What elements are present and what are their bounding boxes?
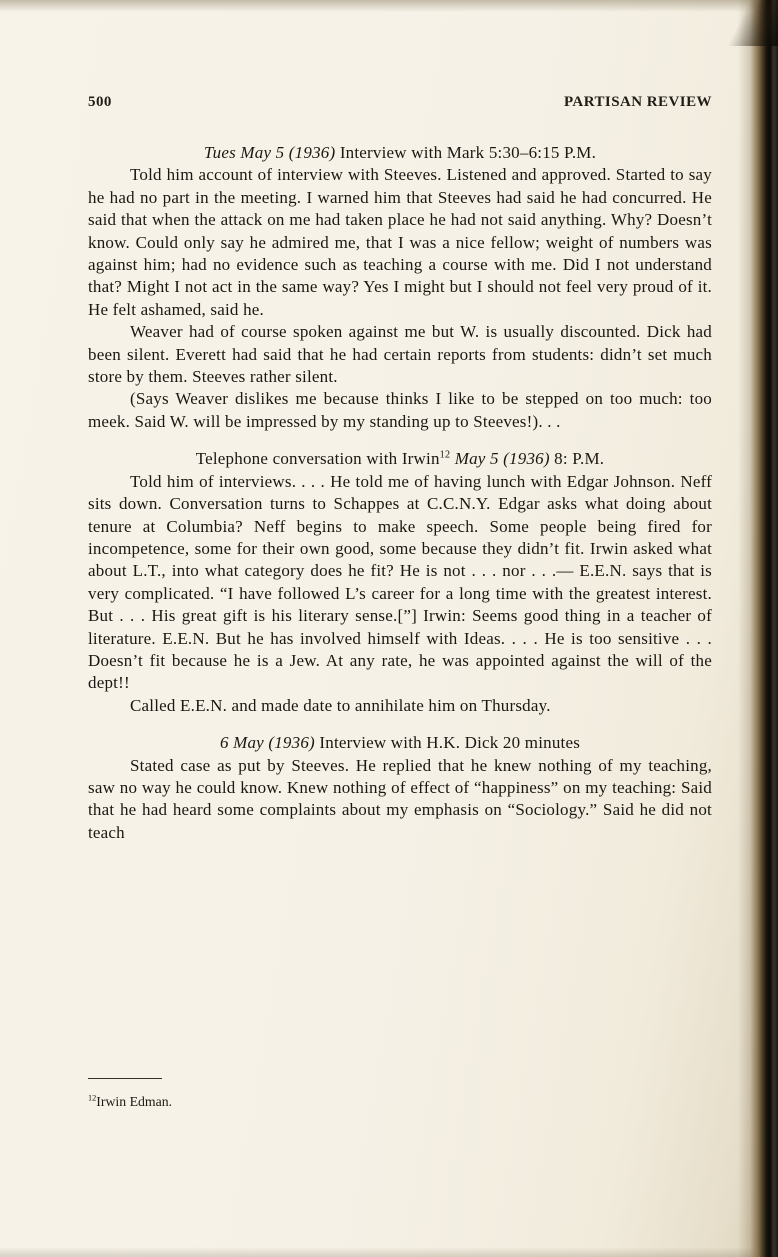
footnote-text: Irwin Edman.: [96, 1094, 173, 1109]
page-top-shadow: [0, 0, 778, 12]
paragraph: (Says Weaver dislikes me because thinks I like to be stepped on too much: too meek. Said W. will be impressed by my standing up to Steeves!). . .: [88, 389, 712, 431]
paragraph: Weaver had of course spoken against me but W. is usually discounted. Dick had been silent. Everett had said that he had certain reports from students: didn’t set much store by them. Steeves rather silent.: [88, 322, 712, 387]
paragraph: Stated case as put by Steeves. He replied that he knew nothing of my teaching, saw no way he could know. Knew nothing of effect of “happiness” on my teaching: Said that he had heard some complaints about my emphasis on “Sociology.” Said he did not teach: [88, 755, 712, 842]
diary-entry-may-5-irwin: [88, 448, 712, 717]
page-bottom-shadow: [0, 1247, 778, 1257]
entry-heading: [88, 448, 712, 470]
book-edge-corner-shadow: [708, 0, 778, 46]
page-body: [88, 142, 712, 844]
entry-heading: [88, 142, 712, 164]
book-edge-shadow: [738, 0, 778, 1257]
entry-title-rest: 8: P.M.: [549, 449, 605, 469]
footnote-separator-rule: [88, 1078, 162, 1079]
entry-date: May 5 (1936): [450, 449, 550, 469]
running-header: [88, 94, 712, 111]
entry-heading: [88, 732, 712, 754]
entry-title: Interview with Mark 5:30–6:15 P.M.: [335, 143, 597, 162]
entry-date: Tues May 5 (1936): [203, 143, 336, 162]
footnote: [88, 1093, 712, 1111]
paragraph: Told him of interviews. . . . He told me of having lunch with Edgar Johnson. Neff sits down. Conversation turns to Schappes at C.C.N.Y. Edgar asks what doing about tenure at Columbia? Neff begins to make speech. Some people being fired for incompetence, some for their own good, some because they didn’t fit. Irwin asked what about L.T., into what category does he fit? He is not . . . nor . . .— E.E.N. says that is very complicated. “I have followed L’s career for a long time with the greatest interest. But . . . His great gift is his literary sense.[”] Irwin: Seems good thing in a teacher of literature. E.E.N. But he has involved himself with Ideas. . . . He is too sensitive . . . Doesn’t fit because he is a Jew. At any rate, he was appointed against the will of the dept!!: [88, 471, 712, 693]
diary-entry-may-6-dick: [88, 732, 712, 844]
page-number: 500: [88, 94, 112, 110]
entry-date: 6 May (1936): [219, 733, 315, 753]
entry-title: Interview with H.K. Dick 20 minutes: [314, 733, 581, 753]
footnote-number: 12: [88, 1093, 97, 1103]
paragraph: Told him account of interview with Steeves. Listened and approved. Started to say he had no part in the meeting. I warned him that Steeves had said he had concurred. He said that when the attack on me had taken place he had not said anything. Why? Doesn’t know. Could only say he admired me, that I was a nice fellow; weight of numbers was against him; had no evidence such as teaching a course with me. Did I not understand that? Might I not act in the same way? Yes I might but I should not feel very proud of it. He felt ashamed, said he.: [88, 165, 712, 319]
footnote-area: [88, 1078, 712, 1111]
entry-title-pre: Telephone conversation with Irwin: [195, 449, 440, 469]
journal-title: PARTISAN REVIEW: [563, 94, 712, 110]
diary-entry-may-5-mark: [88, 142, 712, 433]
paragraph: Called E.E.N. and made date to annihilate him on Thursday.: [130, 695, 551, 715]
footnote-reference: 12: [439, 449, 451, 461]
